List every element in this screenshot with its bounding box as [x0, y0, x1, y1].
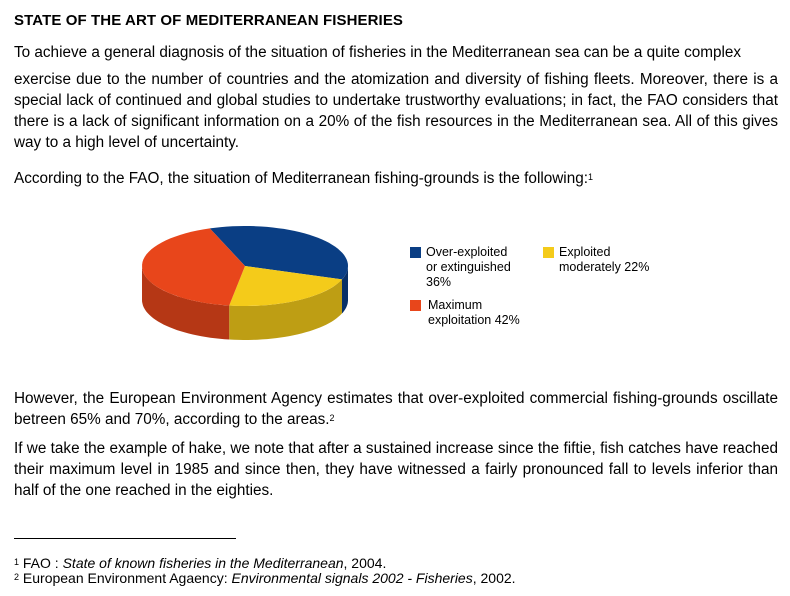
legend-label: Exploited: [559, 245, 611, 259]
hake-paragraph: If we take the example of hake, we note that after a sustained increase since the fiftie, fish catches have reached their maximum level in 1985 and since then, they have witnessed a fairly pronounced fall to levels inferior than half of the one reached in the eighties.: [14, 440, 778, 499]
legend-label: Over-exploited: [426, 245, 508, 259]
intro-first-line: To achieve a general diagnosis of the situation of fisheries in the Mediterranean sea can be a quite complex: [14, 44, 742, 61]
pie-chart: [140, 214, 360, 344]
footnote-2: [14, 570, 516, 586]
fao-text: According to the FAO, the situation of Mediterranean fishing-grounds is the following:: [14, 170, 588, 187]
footnote-prefix: FAO :: [22, 555, 63, 571]
footnote-divider: [14, 538, 236, 539]
footnote-mark: 1: [14, 557, 20, 567]
legend-item-moderate: [559, 245, 649, 275]
page-title: STATE OF THE ART OF MEDITERRANEAN FISHERIES: [14, 12, 404, 29]
footnote-ref-2: 2: [329, 413, 335, 423]
intro-paragraph: [14, 42, 778, 153]
footnote-ref-1: 1: [587, 172, 593, 182]
legend-swatch-overexploited: [410, 247, 421, 258]
legend-label: Maximum: [428, 298, 483, 312]
intro-body: exercise due to the number of countries and the atomization and diversity of fishing fleets. Moreover, there is a special lack of continued and global studies to undertake trustworthy evaluations; in fact, the FAO considers that there is a lack of significant information on a 20% of the fish resources in the Mediterranean sea. All of this gives way to a high level of uncertainty.: [14, 71, 778, 151]
legend-label: or extinguished: [426, 260, 511, 274]
footnote-title: State of known fisheries in the Mediterranean: [62, 555, 344, 571]
eea-paragraph: [14, 388, 778, 430]
footnote-1: [14, 555, 386, 571]
footnote-title: Environmental signals 2002 - Fisheries: [231, 570, 473, 586]
eea-text: However, the European Environment Agency estimates that over-exploited commercial fishing-grounds oscillate betreen 65% and 70%, according to the areas.: [14, 390, 778, 428]
fao-paragraph: [14, 168, 778, 189]
legend-swatch-moderate: [543, 247, 554, 258]
legend-item-maximum: [428, 298, 520, 328]
legend-label: moderately 22%: [559, 260, 650, 274]
legend-label: exploitation 42%: [428, 313, 520, 327]
legend-item-overexploited: [426, 245, 511, 290]
legend-swatch-maximum: [410, 300, 421, 311]
footnote-suffix: , 2004.: [343, 555, 387, 571]
footnote-prefix: European Environment Agaency:: [22, 570, 232, 586]
legend-value: 36%: [426, 275, 452, 289]
footnote-mark: 2: [14, 572, 20, 582]
footnote-suffix: , 2002.: [472, 570, 516, 586]
